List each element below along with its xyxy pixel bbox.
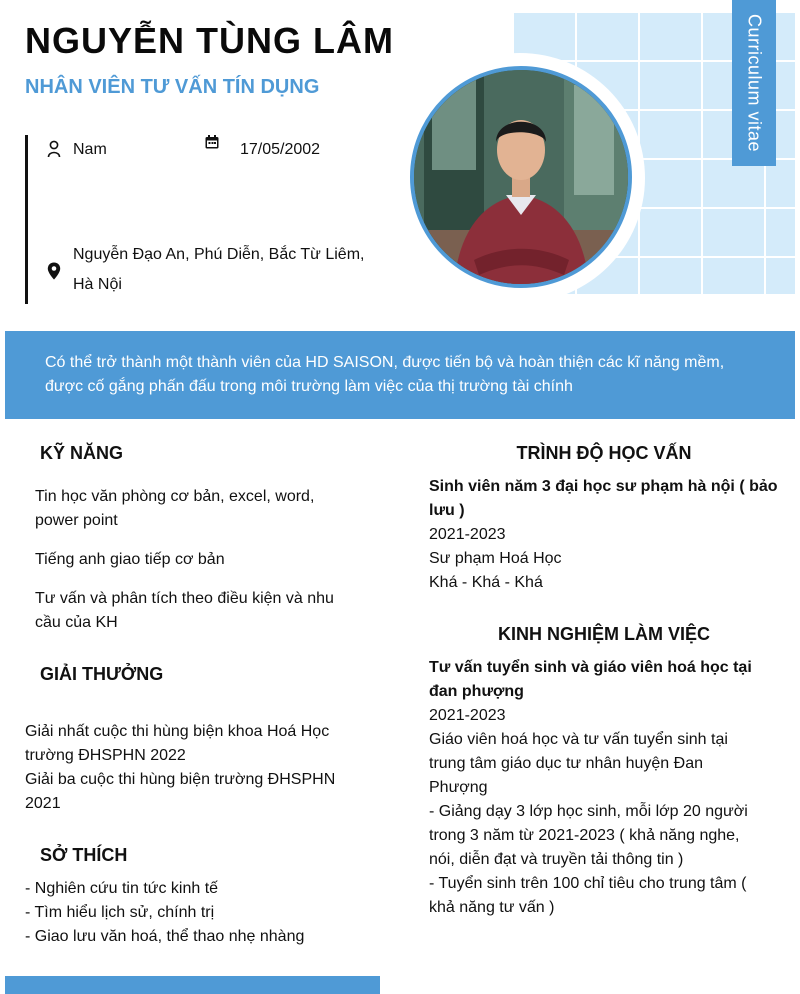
skill-item-1-line-2: power point (35, 512, 118, 529)
skill-item-2-line-1: Tiếng anh giao tiếp cơ bản (35, 551, 225, 568)
calendar-icon (205, 135, 219, 154)
experience-role-line-2: đan phượng (429, 683, 524, 700)
cv-label: Curriculum vitae (744, 13, 765, 153)
education-years: 2021-2023 (429, 526, 506, 543)
awards-list (25, 720, 365, 816)
profile-photo-image (414, 70, 628, 284)
skill-item-1-line-1: Tin học văn phòng cơ bản, excel, word, (35, 488, 315, 505)
info-accent-bar (25, 135, 28, 304)
awards-title: GIẢI THƯỞNG (40, 664, 164, 684)
hobby-item: - Tìm hiểu lịch sử, chính trị (25, 904, 215, 921)
award-line: trường ĐHSPHN 2022 (25, 747, 186, 764)
experience-desc-line: nói, diễn đạt và truyền tải thông tin ) (429, 851, 684, 868)
profile-photo (410, 66, 632, 288)
hobbies-list (25, 877, 365, 949)
award-line: 2021 (25, 795, 61, 812)
career-objective (5, 331, 795, 419)
objective-line-1: Có thể trở thành một thành viên của HD SAISON, được tiến bộ và hoàn thiện các kĩ năng mềm, (45, 354, 725, 371)
hobby-item: - Giao lưu văn hoá, thể thao nhẹ nhàng (25, 928, 305, 945)
experience-desc-line: Phượng (429, 779, 488, 796)
skill-item (35, 485, 365, 533)
experience-desc-line: khả năng tư vấn ) (429, 899, 555, 916)
experience-desc-line: - Tuyển sinh trên 100 chỉ tiêu cho trung tâm ( (429, 875, 747, 892)
experience-desc-line: trung tâm giáo dục tư nhân huyện Đan (429, 755, 703, 772)
education-major: Sư phạm Hoá Học (429, 550, 562, 567)
award-line: Giải nhất cuộc thi hùng biện khoa Hoá Học (25, 723, 330, 740)
footer-accent-bar (5, 976, 380, 994)
skills-title: KỸ NĂNG (40, 443, 124, 463)
hobbies-title: SỞ THÍCH (40, 845, 128, 865)
cv-label-tab (732, 0, 776, 166)
experience-title: KINH NGHIỆM LÀM VIỆC (497, 624, 710, 644)
skill-item (35, 548, 365, 572)
skill-item (35, 587, 365, 635)
skill-item-3-line-2: cầu của KH (35, 614, 118, 631)
education-details (429, 475, 779, 595)
person-icon (47, 140, 61, 163)
address-line-1: Nguyễn Đạo An, Phú Diễn, Bắc Từ Liêm, (73, 246, 365, 263)
education-school-line-1: Sinh viên năm 3 đại học sư phạm hà nội ( bảo (429, 478, 778, 495)
education-school-line-2: lưu ) (429, 502, 465, 519)
experience-details (429, 656, 779, 920)
skill-item-3-line-1: Tư vấn và phân tích theo điều kiện và nhu (35, 590, 334, 607)
hobby-item: - Nghiên cứu tin tức kinh tế (25, 880, 219, 897)
award-line: Giải ba cuộc thi hùng biện trường ĐHSPHN (25, 771, 336, 788)
job-title: NHÂN VIÊN TƯ VẤN TÍN DỤNG (25, 76, 320, 98)
gender-value: Nam (73, 141, 107, 158)
birthdate-value: 17/05/2002 (240, 141, 321, 158)
education-title: TRÌNH ĐỘ HỌC VẤN (516, 443, 692, 463)
experience-years: 2021-2023 (429, 707, 506, 724)
candidate-name: NGUYỄN TÙNG LÂM (25, 20, 394, 61)
experience-role-line-1: Tư vấn tuyển sinh và giáo viên hoá học tại (429, 659, 752, 676)
experience-desc-line: trong 3 năm từ 2021-2023 ( khả năng nghe, (429, 827, 740, 844)
experience-desc-line: - Giảng dạy 3 lớp học sinh, mỗi lớp 20 người (429, 803, 748, 820)
education-grades: Khá - Khá - Khá (429, 574, 543, 591)
objective-line-2: được cố gắng phấn đấu trong môi trường làm việc của thị trường tài chính (45, 378, 573, 395)
address-line-2: Hà Nội (73, 276, 122, 293)
map-pin-icon (47, 262, 61, 285)
experience-desc-line: Giáo viên hoá học và tư vấn tuyển sinh tại (429, 731, 728, 748)
